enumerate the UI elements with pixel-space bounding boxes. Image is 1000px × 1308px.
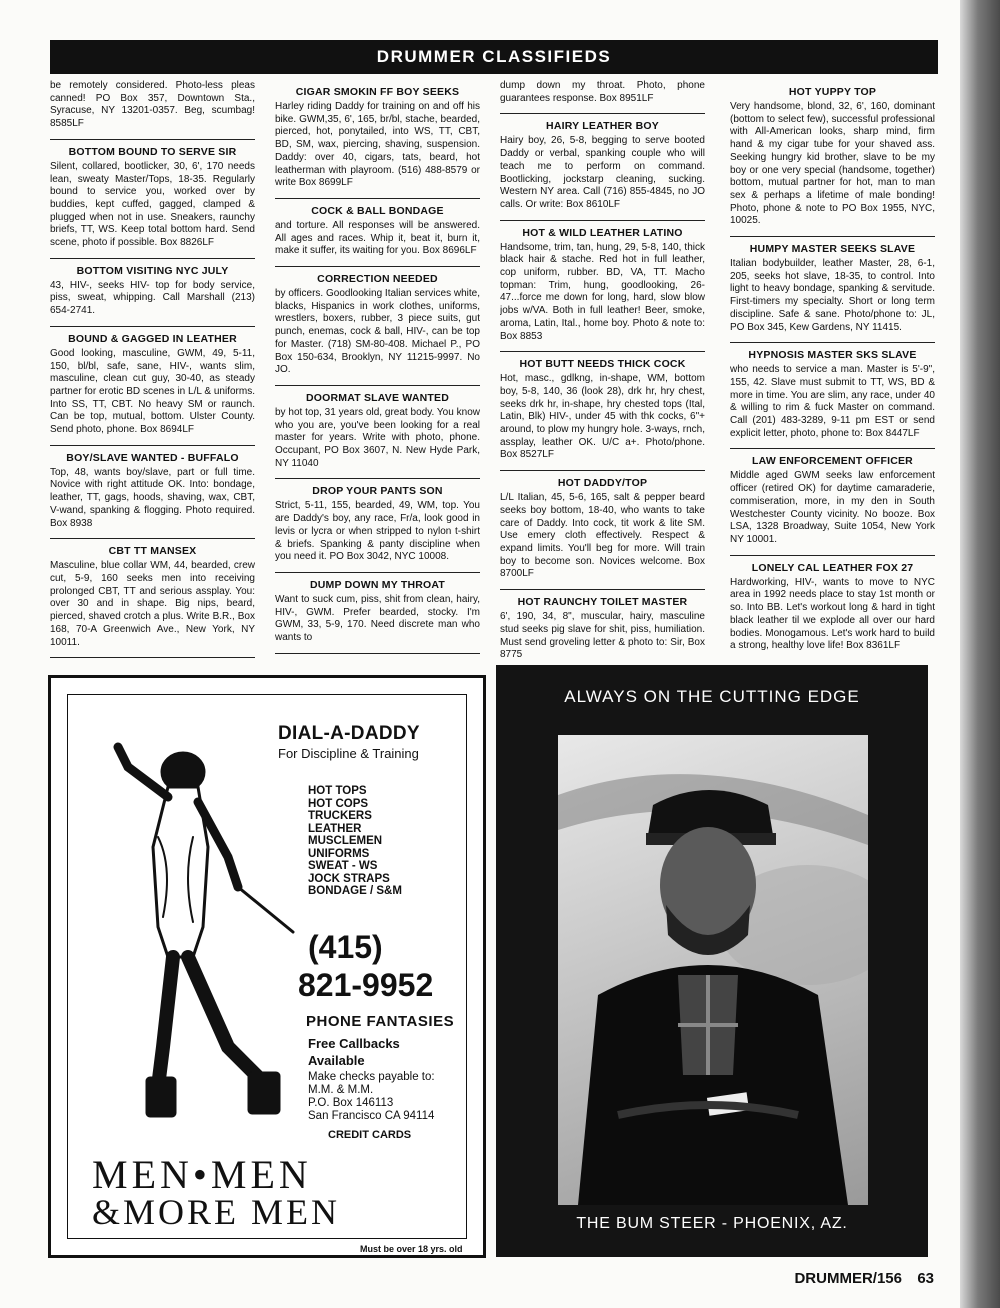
slogan-line-1: MEN•MEN: [92, 1152, 312, 1197]
ad-heading: LONELY CAL LEATHER FOX 27: [751, 561, 914, 574]
classified-ad: [275, 485, 480, 573]
ad-divider: [50, 657, 255, 658]
service-category: SWEAT - WS: [308, 860, 378, 872]
payee-line: M.M. & M.M.: [308, 1084, 374, 1096]
ad-body: Hardworking, HIV-, wants to move to NYC area in 1992 needs place to stay 1st month or so. Into BB. Let's workout long & hard in tight black leather til we explode all over our hard bodies. Monogamous. Let's work hard to build a strong, healthy love life! Box 8361LF: [730, 576, 935, 652]
ad-body: Top, 48, wants boy/slave, part or full time. Novice with right attitude OK. Into: bondage, leather, TT, gags, hoods, shaving, wax, CBT, V-wand, spanking & flogging. Photo required. Box 8938: [50, 466, 255, 529]
ad-divider: [50, 445, 255, 446]
classified-column: [50, 80, 255, 660]
phone-number: 821-9952: [298, 967, 434, 1003]
classified-ad: [500, 477, 705, 590]
leatherman-silhouette: [558, 735, 868, 1205]
magazine-issue-label: DRUMMER/156: [794, 1270, 902, 1287]
ad-heading: LAW ENFORCEMENT OFFICER: [752, 455, 913, 468]
ad-body: Hairy boy, 26, 5-8, begging to serve booted Daddy or verbal, spanking couple who will teach me to perform on command. Bootlicking, jockstarp cleaning, sucking. Western NY area. Call (716) 855-4845, no JO calls. Or write: Box 8610LF: [500, 135, 705, 210]
ad-divider: [275, 653, 480, 654]
ad-headline: ALWAYS ON THE CUTTING EDGE: [564, 687, 860, 706]
ad-divider: [275, 266, 480, 267]
classified-ad: [50, 80, 255, 140]
ad-divider: [275, 198, 480, 199]
ad-heading: COCK & BALL BONDAGE: [311, 204, 444, 217]
ad-heading: BOY/SLAVE WANTED - BUFFALO: [66, 451, 239, 464]
section-banner: DRUMMER CLASSIFIEDS: [50, 40, 938, 74]
ad-divider: [275, 478, 480, 479]
ad-divider: [500, 220, 705, 221]
ad-heading: DOORMAT SLAVE WANTED: [305, 391, 450, 404]
po-box-line: P.O. Box 146113: [308, 1097, 394, 1109]
checks-line: Make checks payable to:: [308, 1071, 435, 1083]
ad-heading: HYPNOSIS MASTER SKS SLAVE: [748, 349, 917, 362]
ad-divider: [50, 326, 255, 327]
classified-ad: [275, 86, 480, 199]
ad-body: Want to suck cum, piss, shit from clean, hairy, HIV-, GWM. Prefer bearded, stocky. I'm GWM, 33, 5-9, 170. Need discrete man who wants to: [275, 593, 480, 644]
ad-body: Harley riding Daddy for training on and off his bike. GWM,35, 6', 165, br/bl, stache, bearded, pierced, hot, ponytailed, into WS, TT, CBT, BD, SM, wax, piercing, shaving, suspension. Daddy: over 40, cigars, tats, beard, hot leatherman with playroom. (516) 488-8579 or write Box 8699LF: [275, 101, 480, 189]
ad-heading: BOTTOM VISITING NYC JULY: [76, 264, 229, 277]
service-category: JOCK STRAPS: [308, 872, 390, 885]
bum-steer-ad: [496, 665, 928, 1257]
ad-divider: [730, 236, 935, 237]
ad-inner-frame: [67, 694, 467, 1254]
ad-body: and torture. All responses will be answered. All ages and races. Whip it, beat it, burn it, make it suffer, its waiting for you. Box 8696LF: [275, 219, 480, 257]
ad-body: 6', 190, 34, 8", muscular, hairy, masculine stud seeks pig slave for shit, piss, humiliation. Must send groveling letter & photo to: Sir, Box 8775: [500, 611, 705, 660]
ad-heading: DROP YOUR PANTS SON: [312, 485, 443, 498]
ad-divider: [730, 448, 935, 449]
ad-heading: CIGAR SMOKIN FF BOY SEEKS: [295, 86, 460, 98]
phone-fantasies-label: PHONE FANTASIES: [306, 1013, 455, 1030]
classified-ad: [500, 227, 705, 353]
classified-ad: [275, 392, 480, 480]
classified-ad: [500, 80, 705, 114]
ad-heading: BOTTOM BOUND TO SERVE SIR: [68, 145, 237, 158]
free-callbacks-label: Free Callbacks Available: [308, 1036, 400, 1068]
classified-ad: [50, 265, 255, 327]
service-category: MUSCLEMEN: [308, 835, 383, 847]
service-category-list: [308, 785, 402, 898]
classified-column: [275, 80, 480, 660]
ad-heading: HOT YUPPY TOP: [788, 86, 877, 98]
city-line: San Francisco CA 94114: [308, 1110, 435, 1122]
ad-body: by hot top, 31 years old, great body. You know who you are, you've been looking for a real master for years. Write with photo, phone. Occupant, PO Box 3607, N. New Hyde Park, NY 11040: [275, 406, 480, 469]
ad-body: dump down my throat. Photo, phone guarantees response. Box 8951LF: [500, 80, 705, 104]
ad-title: DIAL-A-DADDY: [278, 723, 420, 744]
ad-heading: CBT TT MANSEX: [108, 545, 197, 558]
ad-heading: HOT BUTT NEEDS THICK COCK: [519, 358, 686, 371]
ad-subtitle: For Discipline & Training: [278, 746, 419, 761]
age-notice: Must be over 18 yrs. old: [360, 1244, 463, 1254]
classified-column: [730, 80, 935, 660]
ad-divider: [50, 139, 255, 140]
binding-spine: [960, 0, 1000, 1308]
leatherman-photo: [558, 735, 868, 1205]
ad-body: Middle aged GWM seeks law enforcement officer (retired OK) for daytime camaraderie, commiseration, more, in my den in South Westchester County vicinity. No booze. Box LSA, 1328 Broadway, Suite 1054, New York NY 10001.: [730, 470, 935, 545]
classified-ad: [730, 86, 935, 237]
ad-divider: [50, 258, 255, 259]
ad-heading: DUMP DOWN MY THROAT: [309, 578, 446, 591]
classified-ad: [50, 545, 255, 658]
classified-ad: [275, 273, 480, 386]
ad-heading: HOT RAUNCHY TOILET MASTER: [517, 596, 688, 609]
ad-heading: HAIRY LEATHER BOY: [546, 120, 659, 133]
service-category: TRUCKERS: [308, 810, 372, 822]
ad-body: 43, HIV-, seeks HIV- top for body service, piss, sweat, whipping. Call Marshall (213) 654-2741.: [50, 279, 255, 317]
ad-body: by officers. Goodlooking Italian services white, blacks, Hispanics in work clothes, uniforms, wrestlers, boxers, rubber, 3 piece suits, gut punch, enemas, cock & ball, HIV-, can be top for Master. (718) SM-80-408. Michael P., PO Box 150-634, Brooklyn, NY 11215-9997. No JO.: [275, 288, 480, 376]
classified-ad: [275, 205, 480, 267]
ad-heading: BOUND & GAGGED IN LEATHER: [68, 332, 237, 345]
ad-heading: HOT DADDY/TOP: [557, 477, 648, 490]
ad-body: Handsome, trim, tan, hung, 29, 5-8, 140, thick black hair & stache. Red hot in full leather, cop uniform, rubber. BD, VA, TT. Macho topman: Trim, hung, goodlooking, 26-47...force me down for long, hard, slow blow jobs w/VA. Both in full leather! Beer, smoke, aroma, Latin, Ital., home boy. Photo & note to: Box 8853: [500, 241, 705, 342]
classified-ad: [500, 120, 705, 220]
service-category: HOT TOPS: [308, 785, 367, 797]
service-category: BONDAGE / S&M: [308, 885, 402, 897]
service-category: UNIFORMS: [308, 847, 370, 860]
dial-a-daddy-ad: [48, 675, 486, 1258]
ad-divider: [500, 113, 705, 114]
slogan-line-2: &MORE MEN: [92, 1192, 341, 1232]
ad-divider: [50, 538, 255, 539]
ad-heading: HOT & WILD LEATHER LATINO: [522, 226, 683, 239]
ad-divider: [275, 572, 480, 573]
ad-body: be remotely considered. Photo-less pleas canned! PO Box 357, Downtown Sta., Syracuse, NY 13201-0357. Beg, scumbag! 8585LF: [50, 80, 255, 130]
classified-ad: [50, 333, 255, 446]
classified-ad: [275, 579, 480, 654]
classified-ad: [730, 243, 935, 343]
ad-heading: CORRECTION NEEDED: [317, 273, 438, 286]
ad-divider: [275, 385, 480, 386]
classified-ad: [730, 455, 935, 555]
ad-divider: [500, 589, 705, 590]
ad-divider: [500, 351, 705, 352]
ad-divider: [500, 470, 705, 471]
classified-ad: [500, 596, 705, 660]
ad-body: Strict, 5-11, 155, bearded, 49, WM, top. You are Daddy's boy, any race, Fr/a, look good in levis or lycra or when stripped to nylon t-shirt & briefs. Spanking & panty discipline when you need it. PO Box 3042, NYC 10008.: [275, 500, 480, 563]
service-category: LEATHER: [308, 822, 362, 835]
standing-man-illustration: [88, 727, 298, 1147]
area-code: (415): [308, 929, 383, 965]
classified-ad: [50, 452, 255, 540]
ad-body: who needs to service a man. Master is 5'-9", 155, 42. Slave must submit to TT, WS, BD & more in time. You are slim, any race, under 40 & willing to rim & fuck Master on command. Call (201) 483-3289, 9-11 pm EST or send explicit letter, photo, phone to: Box 8447LF: [730, 364, 935, 439]
payment-address: [308, 1071, 478, 1123]
ad-divider: [730, 555, 935, 556]
ad-body: Silent, collared, bootlicker, 30, 6', 170 needs lean, sweaty Master/Tops, 18-35. Regularly bound to service you, worked over by buddies, kept cuffed, gagged, clamped & plugged when not in use. Sneakers, raunchy briefs, TT, WS. Keep total bottom hard. Send scene, photo if possible. Box 8826LF: [50, 160, 255, 249]
service-category: HOT COPS: [308, 797, 369, 810]
ad-body: Masculine, blue collar WM, 44, bearded, crew cut, 5-9, 160 seeks men into receiving prolonged CBT, TT and serious assplay. You: over 30 and in shape. Big nips, beard, pierced, shaved crotch a plus. Write B.R., Box 168, 70-A Greenwich Ave., New York, NY 10011.: [50, 560, 255, 648]
ad-divider: [730, 342, 935, 343]
classified-ad: [730, 349, 935, 449]
credit-cards-label: CREDIT CARDS: [328, 1129, 412, 1141]
ad-body: Very handsome, blond, 32, 6', 160, dominant (bottom to select few), successful professional with All-American looks, sharp mind, firm hand & my cigar tube for your shaved ass. Seeking hungry kid brother, slave to be my boy or one very special (handsome, together) bottom, mutual partner for hot, man to man sex & perhaps a lifetime of male bonding! Photo, phone & note to PO Box 1955, NYC, 10025.: [730, 101, 935, 227]
ad-body: Hot, masc., gdlkng, in-shape, WM, bottom boy, 5-8, 140, 36 (look 28), drk hr, hry chest, seeks drk hr, in-shape, hry chested tops (Ital, Latin, Blk) HIV-, under 45 with thk cocks, 6"+ around, to plow my hungry hole. 3-ways, rnch, assplay, leather OK. U/C a+. Photo/phone. Box 8527LF: [500, 373, 705, 461]
ad-body: Good looking, masculine, GWM, 49, 5-11, 150, bl/bl, safe, sane, HIV-, wants slim, masculine, clean cut guy, 30-40, as steady partner for erotic BD scenes in L/L & uniforms. Into SS, TT, CBT. No heavy SM or raunch. Can be top, mutual, bottom. Ulster County. Send photo, phone. Box 8694LF: [50, 347, 255, 436]
ad-body: L/L Italian, 45, 5-6, 165, salt & pepper beard seeks boy bottom, 18-40, who wants to take care of Daddy. Into cock, tit work & lite SM. Use emery cloth effectively. Respect & expand limits. You'll beg for more. Will train boy to become son. Novices welcome. Box 8700LF: [500, 492, 705, 580]
ad-heading: HUMPY MASTER SEEKS SLAVE: [749, 243, 916, 256]
classified-ad: [730, 562, 935, 660]
classified-column: [500, 80, 705, 660]
ad-footer: THE BUM STEER - PHOENIX, AZ.: [576, 1215, 848, 1232]
page-number: 63: [917, 1270, 934, 1287]
ad-body: Italian bodybuilder, leather Master, 28, 6-1, 205, seeks hot slave, 18-35, to control. Into light to heavy bondage, spanking & servitude. First-timers my specialty. Short or long term discipline. Safe & sane. Photo/phone to: JL, PO Box 345, Kew Gardens, NY 11415.: [730, 258, 935, 333]
classified-ad: [50, 146, 255, 259]
classified-ad: [500, 358, 705, 471]
